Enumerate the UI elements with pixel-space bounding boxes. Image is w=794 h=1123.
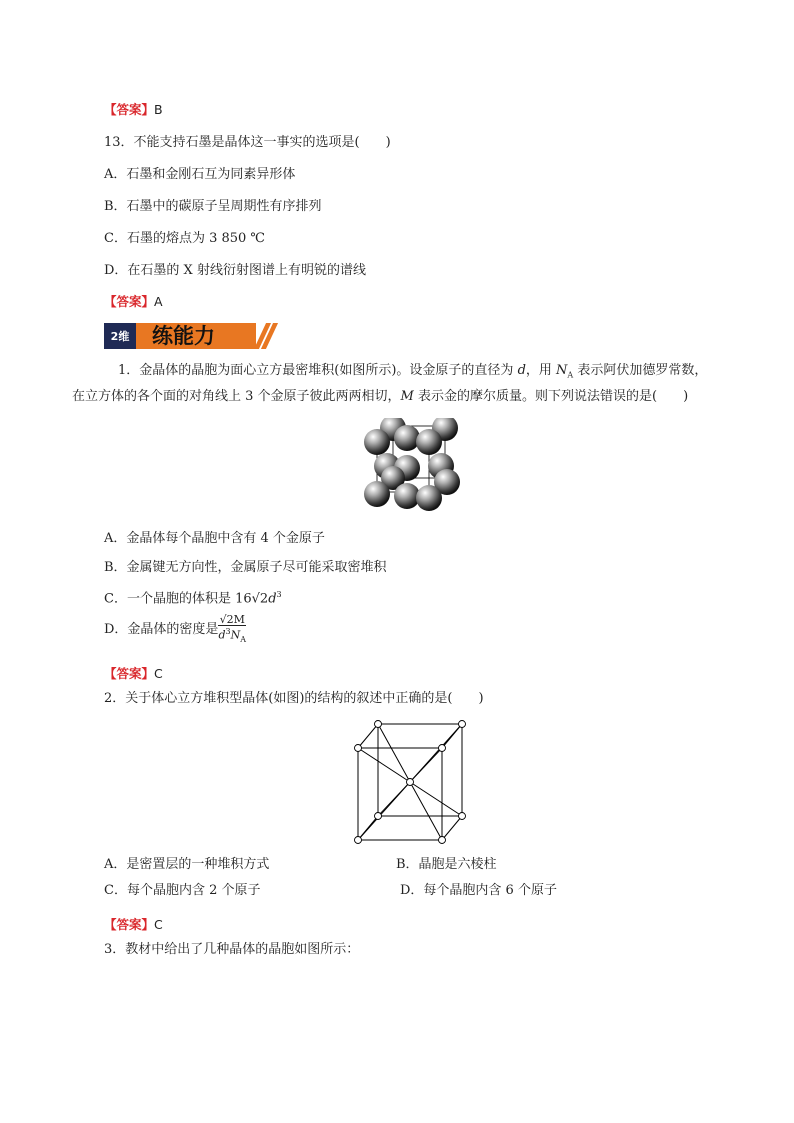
answer-label: 【答案】 <box>104 294 155 309</box>
answer-line <box>104 665 163 683</box>
answer-label: 【答案】 <box>104 666 155 681</box>
answer-value: C <box>154 666 163 681</box>
question-1-line-2: 在立方体的各个面的对角线上 3 个金原子彼此两两相切，M 表示金的摩尔质量。则下列说法错误的是( ) <box>72 389 689 404</box>
q2-option-d: D．每个晶胞内含 6 个原子 <box>400 883 557 898</box>
question-13-stem: 13．不能支持石墨是晶体这一事实的选项是( ) <box>104 135 391 150</box>
answer-line <box>104 293 163 311</box>
answer-value: A <box>154 294 163 309</box>
section-header <box>104 319 270 351</box>
answer-value: B <box>154 102 163 117</box>
answer-label: 【答案】 <box>104 917 155 932</box>
q1-option-a: A．金晶体每个晶胞中含有 4 个金原子 <box>104 531 325 546</box>
answer-line <box>104 101 163 119</box>
q13-option-d: D．在石墨的 X 射线衍射图谱上有明锐的谱线 <box>104 263 366 278</box>
q2-option-c: C．每个晶胞内含 2 个原子 <box>104 883 261 898</box>
q1-option-b: B．金属键无方向性，金属原子尽可能采取密堆积 <box>104 560 387 575</box>
q13-option-c: C．石墨的熔点为 3 850 ℃ <box>104 231 265 246</box>
question-3-stem: 3．教材中给出了几种晶体的晶胞如图所示： <box>104 942 360 957</box>
fcc-unit-cell-figure <box>355 418 465 518</box>
q1-option-d: D．金晶体的密度是 $\frac{√2M}{d^3N_A}$ <box>104 613 246 644</box>
q2-option-b: B．晶胞是六棱柱 <box>396 857 497 872</box>
section-title: 练能力 <box>152 324 215 348</box>
answer-value: C <box>154 917 163 932</box>
answer-line <box>104 916 163 934</box>
question-1-line-1: 1．金晶体的晶胞为面心立方最密堆积(如图所示)。设金原子的直径为 d，用 $N_A$ 表示阿伏加德罗常数， <box>118 363 708 380</box>
answer-label: 【答案】 <box>104 102 155 117</box>
question-2-stem: 2．关于体心立方堆积型晶体(如图)的结构的叙述中正确的是( ) <box>104 691 484 706</box>
q2-option-a: A．是密置层的一种堆积方式 <box>104 857 270 872</box>
section-badge: 2维 <box>104 323 136 349</box>
density-fraction: $\frac{√2M}{d^3N_A}$ <box>218 613 246 644</box>
q13-option-a: A．石墨和金刚石互为同素异形体 <box>104 167 296 182</box>
q13-option-b: B．石墨中的碳原子呈周期性有序排列 <box>104 199 322 214</box>
q1-option-c: C．一个晶胞的体积是 $16√2d^3$ <box>104 590 282 607</box>
bcc-unit-cell-figure <box>352 718 472 846</box>
